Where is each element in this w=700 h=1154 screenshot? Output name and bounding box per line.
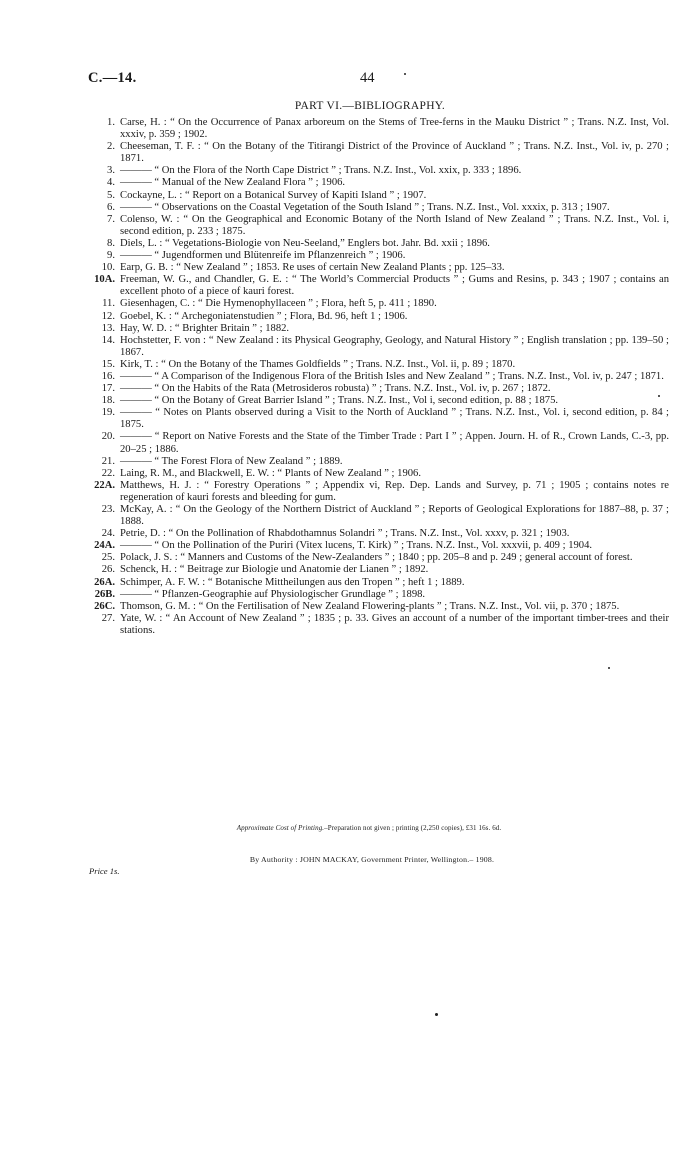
bibliography-entry [93,238,669,250]
entry-number: 10A. [94,274,115,286]
entry-text: Polack, J. S. : “ Manners and Customs of the New-Zealanders ” ; 1840 ; pp. 205–8 and p. 249 ; general account of forest. [120,552,633,564]
entry-text: Thomson, G. M. : “ On the Fertilisation of New Zealand Flowering-plants ” ; Trans. N.Z. Inst., Vol. vii, p. 370 ; 1875. [120,600,620,612]
page-header [88,70,634,90]
entry-text: Laing, R. M., and Blackwell, E. W. : “ Plants of New Zealand ” ; 1906. [120,467,421,479]
entry-text: Kirk, T. : “ On the Botany of the Thames Goldfields ” ; Trans. N.Z. Inst., Vol. ii, p. 89 ; 1870. [120,358,516,370]
bibliography-entry [93,117,669,141]
document-code: C.—14. [88,70,137,86]
entry-number: 1. [107,117,115,128]
ink-speck [658,395,660,397]
bibliography-entry [93,262,669,274]
entry-text: ——— “ Notes on Plants observed during a Visit to the North of Auckland ” ; Trans. N.Z. Inst., Vol. i, second edition, p. 84 ; 1875. [120,407,669,431]
entry-number: 23. [101,504,115,515]
bibliography-entry [93,528,669,540]
entry-number: 26. [101,564,115,576]
bibliography-entry [93,177,669,189]
bibliography-entry [93,613,669,637]
entry-number: 11. [102,298,115,310]
entry-text: McKay, A. : “ On the Geology of the Northern District of Auckland ” ; Reports of Geological Explorations for 1887–88, p. 37 ; 1888. [120,504,669,528]
bibliography-entry [93,190,669,202]
ink-speck [404,73,406,75]
bibliography-entry [93,165,669,177]
entry-text: Carse, H. : “ On the Occurrence of Panax arboreum on the Stems of Tree-ferns in the Mauku District ” ; Trans. N.Z. Inst, Vol. xxxiv, p. 359 ; 1902. [120,117,669,141]
section-heading: PART VI.—BIBLIOGRAPHY. [294,100,446,112]
entry-text: Hay, W. D. : “ Brighter Britain ” ; 1882. [120,322,290,334]
bibliography-entry [93,250,669,262]
entry-number: 15. [101,358,115,370]
entry-text: Yate, W. : “ An Account of New Zealand ” ; 1835 ; p. 33. Gives an account of a number of the important timber-trees and their stations. [120,612,669,636]
bibliography-entry [93,335,669,359]
bibliography-entry [93,202,669,214]
entry-number: 24. [101,528,115,540]
entry-text: Petrie, D. : “ On the Pollination of Rhabdothamnus Solandri ” ; Trans. N.Z. Inst., Vol. xxxv, p. 321 ; 1903. [120,528,570,540]
entry-number: 26C. [94,600,115,612]
entry-number: 7. [107,213,115,225]
entry-number: 24A. [94,540,115,552]
bibliography-entry [93,214,669,238]
bibliography-entry [93,504,669,528]
bibliography-entry [93,359,669,371]
entry-number: 3. [107,165,115,177]
entry-number: 26A. [94,576,115,588]
bibliography-entry [93,141,669,165]
bibliography-entry [93,298,669,310]
page-number: 44 [360,70,375,86]
entry-number: 22A. [94,479,115,491]
entry-number: 16. [101,370,115,382]
bibliography-entry [93,431,669,455]
entry-number: 4. [107,177,115,189]
entry-text: Giesenhagen, C. : “ Die Hymenophyllaceen ” ; Flora, heft 5, p. 411 ; 1890. [120,298,437,310]
entry-number: 5. [107,189,115,201]
bibliography-entry [93,456,669,468]
ink-speck [435,1013,438,1016]
bibliography-entry [93,407,669,431]
entry-text: Goebel, K. : “ Archegoniatenstudien ” ; Flora, Bd. 96, heft 1 ; 1906. [120,310,408,322]
entry-text: ——— “ The Forest Flora of New Zealand ” ; 1889. [120,455,343,467]
entry-text: ——— “ On the Botany of Great Barrier Island ” ; Trans. N.Z. Inst., Vol i, second edition, p. 88 ; 1875. [120,395,559,407]
bibliography-entry [93,601,669,613]
entry-number: 6. [107,201,115,213]
bibliography-entry [93,311,669,323]
bibliography-entry [93,577,669,589]
bibliography-entry [93,383,669,395]
entry-number: 13. [101,322,115,334]
entry-text: ——— “ Report on Native Forests and the State of the Timber Trade : Part I ” ; Appen. Journ. H. of R., Crown Lands, C.-3, pp. 20–25 ; 1886. [120,431,669,455]
entry-number: 10. [101,262,115,274]
entry-text: ——— “ Manual of the New Zealand Flora ” ; 1906. [120,177,346,189]
entry-text: Hochstetter, F. von : “ New Zealand : its Physical Geography, Geology, and Natural History ” ; English translation ; pp. 139–50 ; 1867. [120,334,669,358]
entry-number: 2. [107,141,115,153]
entry-text: Schimper, A. F. W. : “ Botanische Mittheilungen aus den Tropen ” ; heft 1 ; 1889. [120,576,465,588]
price-label: Price 1s. [89,866,120,876]
entry-text: ——— “ On the Habits of the Rata (Metrosideros robusta) ” ; Trans. N.Z. Inst., Vol. iv, p. 267 ; 1872. [120,383,551,395]
entry-number: 19. [101,407,115,419]
bibliography-list [93,117,669,637]
bibliography-entry [93,564,669,576]
bibliography-entry [93,274,669,298]
entry-text: Cheeseman, T. F. : “ On the Botany of the Titirangi District of the Province of Auckland ” ; Trans. N.Z. Inst., Vol. iv, p. 270 ; 1871. [120,141,669,165]
entry-number: 25. [101,552,115,564]
entry-text: Earp, G. B. : “ New Zealand ” ; 1853. Re uses of certain New Zealand Plants ; pp. 125–33. [120,262,505,274]
entry-text: Freeman, W. G., and Chandler, G. E. : “ The World’s Commercial Products ” ; Gums and Resins, p. 343 ; 1907 ; contains an excellent photo of a piece of kauri forest. [120,274,669,298]
entry-text: ——— “ Pflanzen-Geographie auf Physiologischer Grundlage ” ; 1898. [120,588,426,600]
bibliography-entry [93,589,669,601]
entry-text: ——— “ A Comparison of the Indigenous Flora of the British Isles and New Zealand ” ; Trans. N.Z. Inst., Vol. iv, p. 247 ; 1871. [120,370,664,382]
entry-number: 18. [101,395,115,407]
printing-cost-label: Approximate Cost of Printing. [236,824,325,832]
printer-authority: By Authority : JOHN MACKAY, Government Printer, Wellington.– 1908. [249,855,495,864]
entry-text: Colenso, W. : “ On the Geographical and Economic Botany of the North Island of New Zealand ” ; Trans. N.Z. Inst., Vol. i, second edition, p. 233 ; 1875. [120,213,669,237]
bibliography-entry [93,552,669,564]
entry-text: ——— “ On the Flora of the North Cape District ” ; Trans. N.Z. Inst., Vol. xxix, p. 333 ; 1896. [120,165,522,177]
ink-speck [608,667,610,669]
printing-cost-text: –Preparation not given ; printing (2,250 copies), £31 16s. 6d. [324,824,502,832]
bibliography-entry [93,480,669,504]
bibliography-entry [93,468,669,480]
entry-text: Diels, L. : “ Vegetations-Biologie von Neu-Seeland,” Englers bot. Jahr. Bd. xxii ; 1896. [120,237,490,249]
entry-number: 26B. [94,588,115,600]
entry-text: Matthews, H. J. : “ Forestry Operations ” ; Appendix vi, Rep. Dep. Lands and Survey, p. 71 ; 1905 ; contains notes re regeneration of kauri forests and bleeding for gum. [120,479,669,503]
entry-number: 21. [101,455,115,467]
printing-cost-note [0,824,700,832]
entry-text: ——— “ Observations on the Coastal Vegetation of the South Island ” ; Trans. N.Z. Inst., Vol. xxxix, p. 313 ; 1907. [120,201,610,213]
entry-number: 17. [101,383,115,395]
bibliography-entry [93,540,669,552]
entry-number: 14. [101,334,115,346]
entry-number: 8. [107,237,115,249]
bibliography-entry [93,395,669,407]
entry-number: 22. [101,467,115,479]
entry-text: ——— “ Jugendformen und Blütenreife im Pflanzenreich ” ; 1906. [120,250,406,262]
entry-number: 20. [101,431,115,443]
bibliography-entry [93,371,669,383]
entry-number: 9. [107,250,115,262]
entry-number: 12. [101,310,115,322]
entry-text: Cockayne, L. : “ Report on a Botanical Survey of Kapiti Island ” ; 1907. [120,189,427,201]
entry-number: 27. [101,612,115,624]
entry-text: Schenck, H. : “ Beitrage zur Biologie und Anatomie der Lianen ” ; 1892. [120,564,429,576]
entry-text: ——— “ On the Pollination of the Puriri (Vitex lucens, T. Kirk) ” ; Trans. N.Z. Inst., Vol. xxxvii, p. 409 ; 1904. [120,540,593,552]
bibliography-entry [93,323,669,335]
